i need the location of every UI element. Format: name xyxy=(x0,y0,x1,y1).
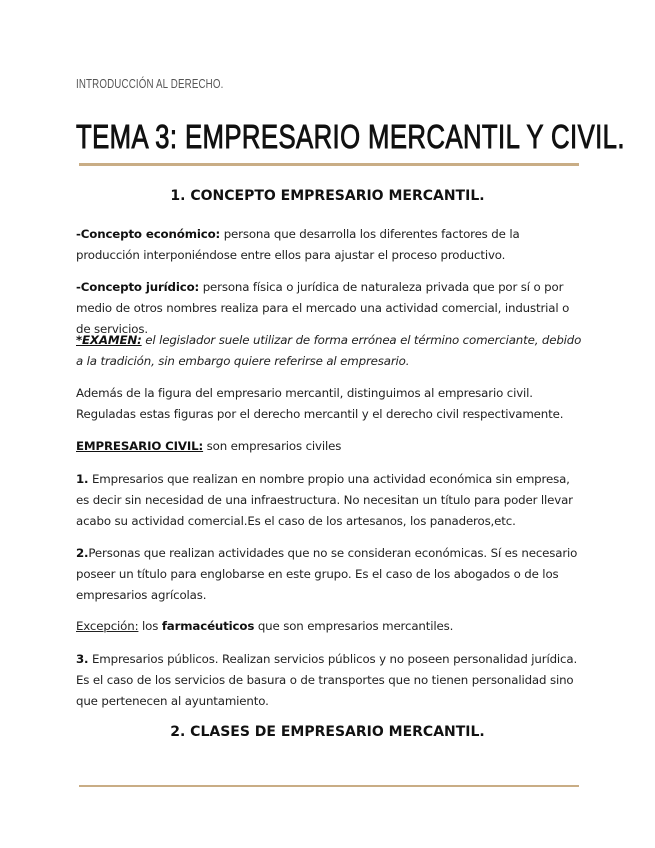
bottom-divider xyxy=(79,785,579,787)
list-item-2-text: Personas que realizan actividades que no se consideran económicas. Sí es necesario poseer un título para englobarse en este grupo. Es el caso de los abogados o de los empresarios agrícolas. xyxy=(76,546,578,602)
course-subject: INTRODUCCIÓN AL DERECHO. xyxy=(76,77,224,91)
list-item-2-number: 2. xyxy=(76,546,89,560)
page-title: TEMA 3: EMPRESARIO MERCANTIL Y CIVIL. xyxy=(76,118,625,156)
exception-paragraph xyxy=(76,616,586,637)
list-item-3-text: Empresarios públicos. Realizan servicios públicos y no poseen personalidad jurídica. Es el caso de los servicios de basura o de transportes que no tienen personalidad sino que pertenecen al ayuntamiento. xyxy=(76,652,578,708)
legal-concept-text: persona física o jurídica de naturaleza privada que por sí o por medio de otros nombres realiza para el mercado una actividad comercial, industrial o de servicios. xyxy=(76,280,570,336)
exam-label: *EXAMEN: xyxy=(76,333,142,347)
section-heading-1: 1. CONCEPTO EMPRESARIO MERCANTIL. xyxy=(170,188,485,204)
civil-entrepreneur-label: EMPRESARIO CIVIL: xyxy=(76,439,204,453)
top-divider xyxy=(79,163,579,166)
exception-pre-text: los xyxy=(138,619,162,633)
legal-concept-label: -Concepto jurídico: xyxy=(76,280,200,294)
civil-intro-paragraph: Además de la figura del empresario mercantil, distinguimos al empresario civil. Reguladas estas figuras por el derecho mercantil y el derecho civil respectivamente. xyxy=(76,386,564,421)
list-item-1 xyxy=(76,469,586,532)
exception-post-text: que son empresarios mercantiles. xyxy=(254,619,454,633)
section-heading-2: 2. CLASES DE EMPRESARIO MERCANTIL. xyxy=(170,724,485,740)
list-item-3 xyxy=(76,649,586,712)
exception-label: Excepción: xyxy=(76,619,139,633)
economic-concept-text: persona que desarrolla los diferentes factores de la producción interponiéndose entre ellos para ajustar el proceso productivo. xyxy=(76,227,520,262)
list-item-1-text: Empresarios que realizan en nombre propio una actividad económica sin empresa, es decir sin necesidad de una infraestructura. No necesitan un título para poder llevar acabo su actividad comercial.Es el caso de los artesanos, los panaderos,etc. xyxy=(76,472,573,528)
exam-note-text: el legislador suele utilizar de forma errónea el término comerciante, debido a la tradición, sin embargo quiere referirse al empresario. xyxy=(76,333,582,368)
list-item-3-number: 3. xyxy=(76,652,89,666)
civil-entrepreneur-text: son empresarios civiles xyxy=(203,439,342,453)
exception-bold-term: farmacéuticos xyxy=(161,619,255,633)
exam-note-paragraph xyxy=(76,330,586,372)
list-item-1-number: 1. xyxy=(76,472,89,486)
economic-concept-label: -Concepto económico: xyxy=(76,227,221,241)
economic-concept-paragraph xyxy=(76,224,586,266)
list-item-2 xyxy=(76,543,586,606)
civil-entrepreneur-paragraph xyxy=(76,436,586,457)
